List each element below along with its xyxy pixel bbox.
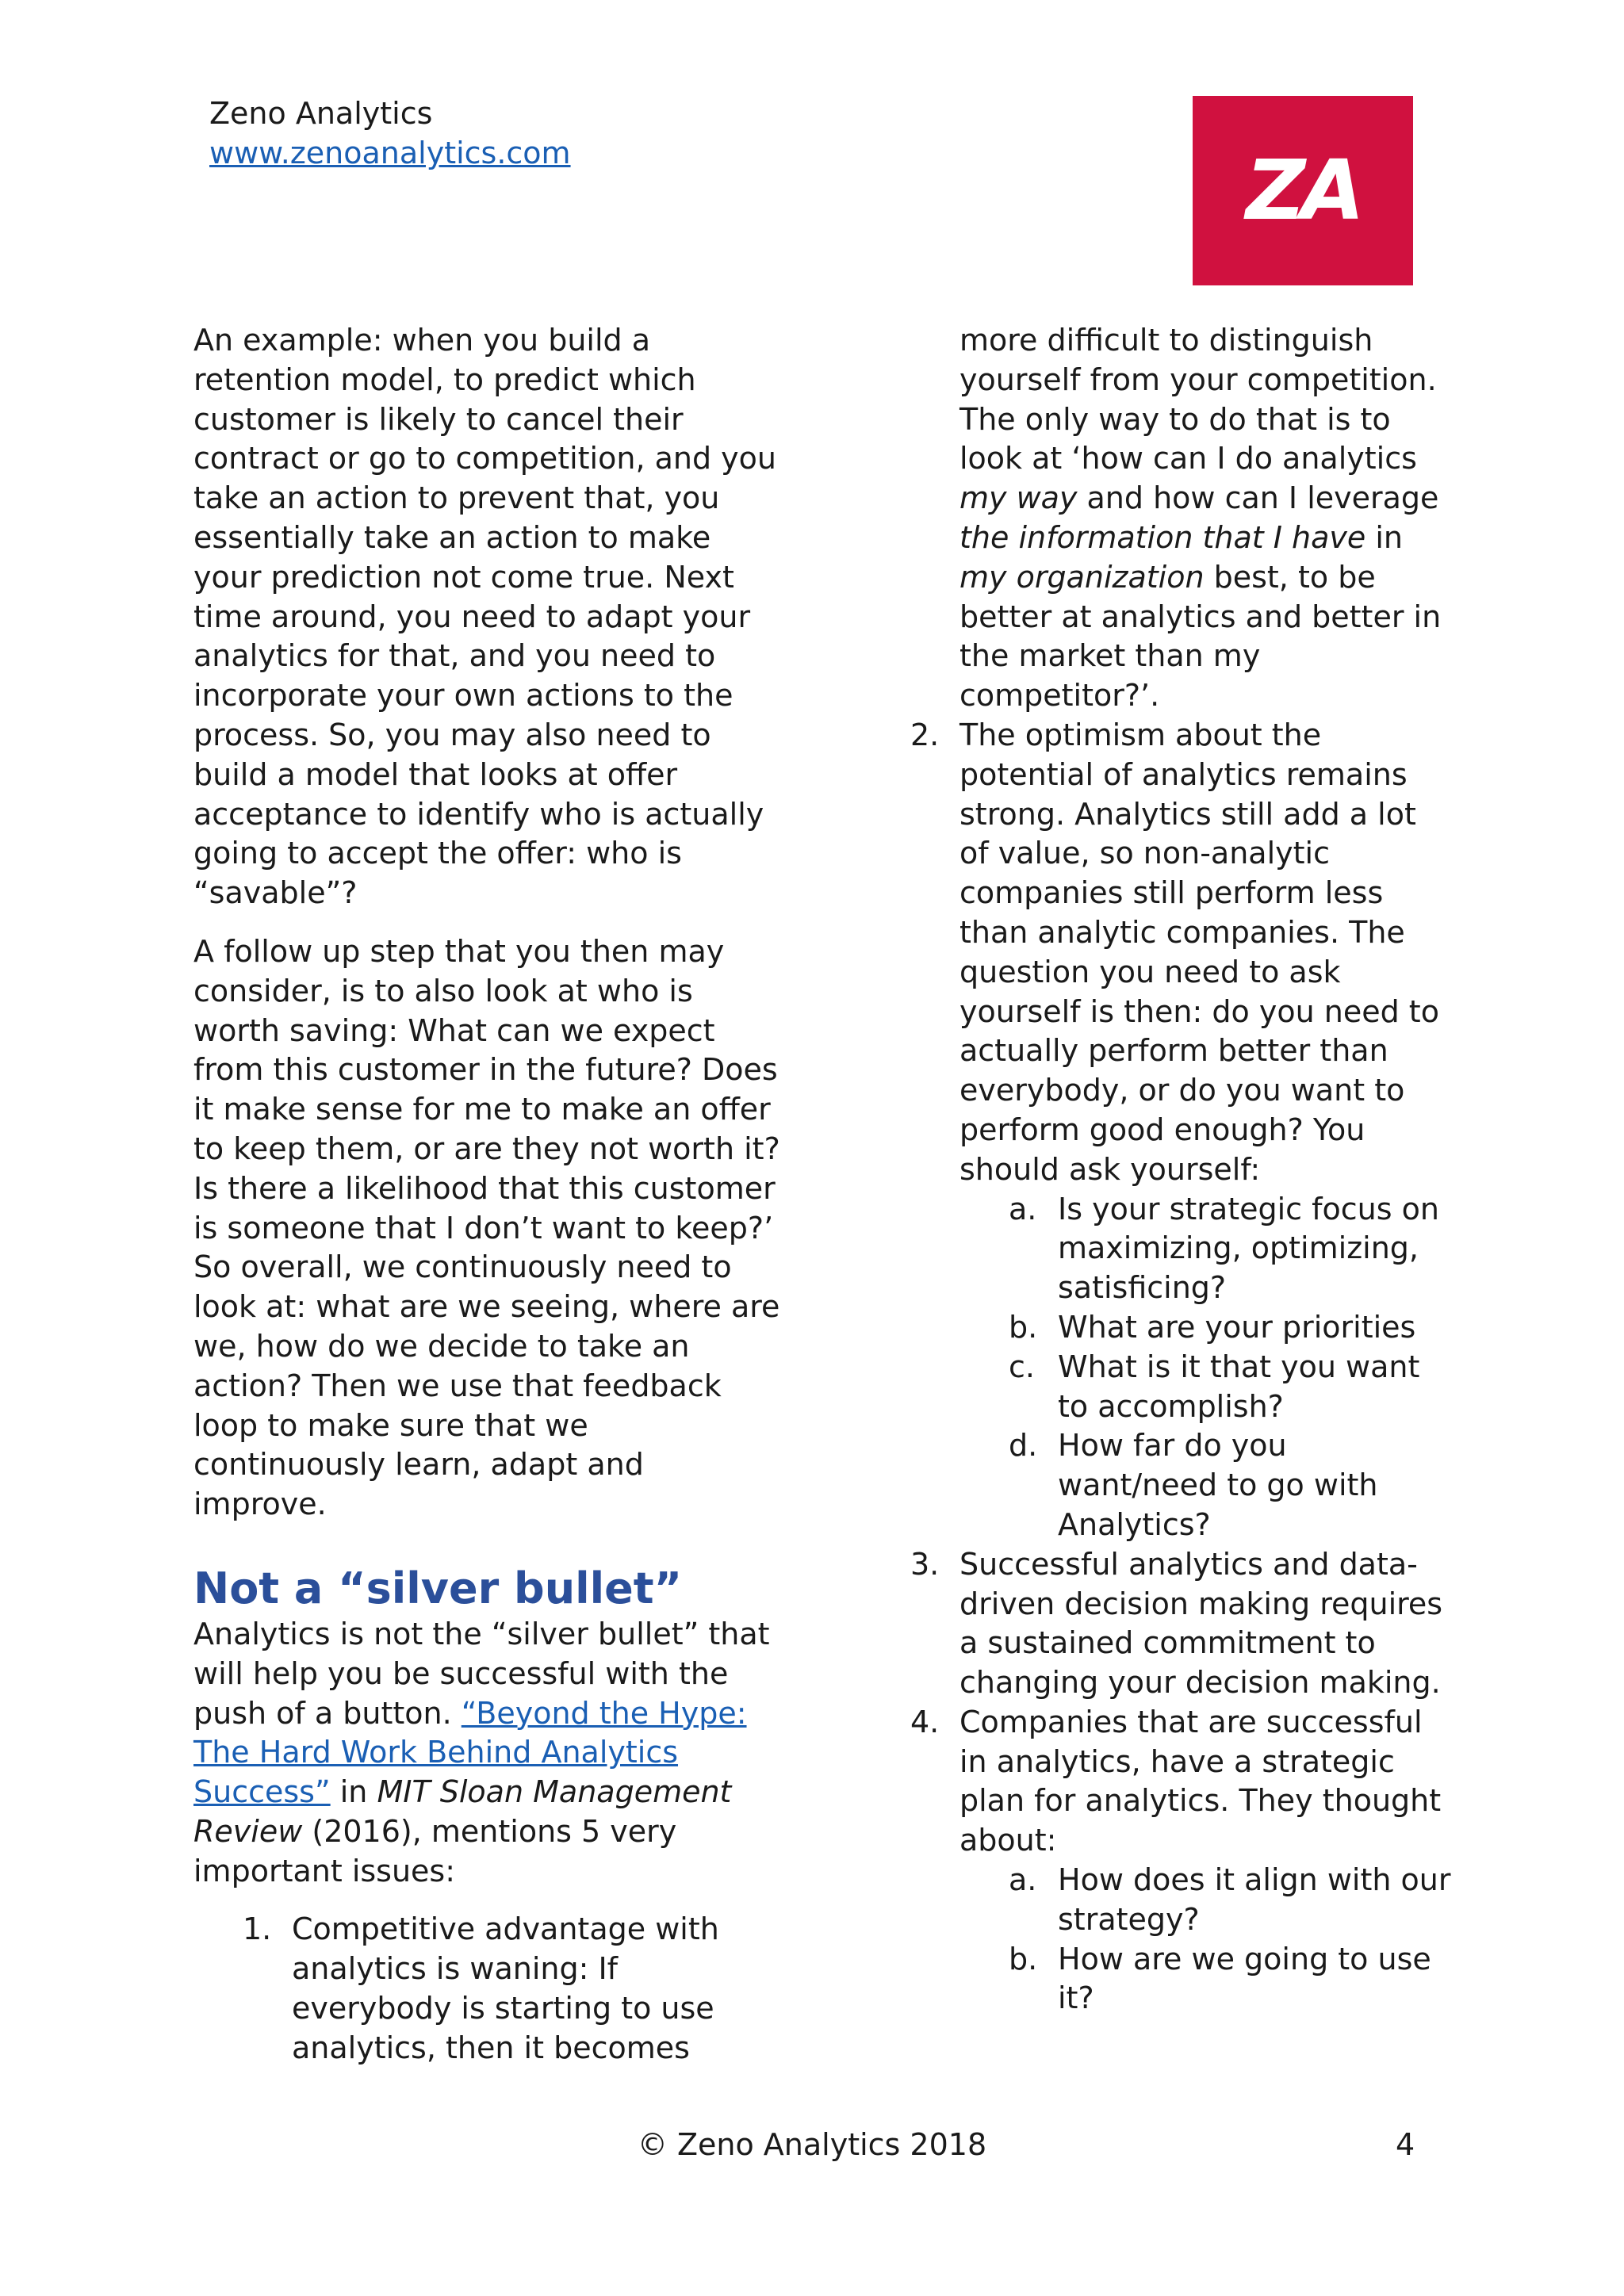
company-logo xyxy=(1193,96,1413,285)
text-span: in xyxy=(330,1774,377,1810)
paragraph-retention-example: An example: when you build a retention model, to predict which customer is likely to cancel their contract or go to competition, and you take an action to prevent that, you essentially take an action to make your prediction not come true. Next time around, you need to adapt your analytics for that, and you need to incorporate your own actions to the process. So, you may also need to build a model that looks at offer acceptance to identify who is actually going to accept the offer: who is “savable”? xyxy=(193,323,776,911)
sub-list xyxy=(1009,1861,1451,2019)
sub-list-text: What are your priorities xyxy=(1058,1309,1416,1345)
list-item xyxy=(910,716,1451,1545)
list-number: 1. xyxy=(243,1911,272,1947)
sub-list-item xyxy=(1009,1861,1451,1940)
sub-list xyxy=(1009,1190,1451,1545)
emphasis-text: the information that I have xyxy=(959,519,1366,555)
sub-list-text: What is it that you want to accomplish? xyxy=(1058,1349,1420,1424)
sub-list-item xyxy=(1009,1940,1451,2019)
section-heading: Not a “silver bullet” xyxy=(193,1563,683,1613)
emphasis-text: my way xyxy=(959,480,1078,516)
sub-list-text: How far do you want/need to go with Analytics? xyxy=(1058,1428,1378,1542)
page-header xyxy=(209,94,571,173)
emphasis-text: my organization xyxy=(959,559,1205,595)
left-column xyxy=(193,321,780,2068)
logo-lettering: ZA xyxy=(1246,142,1360,239)
company-name: Zeno Analytics xyxy=(209,96,433,131)
sub-list-letter: a. xyxy=(1009,1191,1037,1226)
list-item-text: Companies that are successful in analytics, have a strategic plan for analytics. They thought about: xyxy=(959,1704,1442,1858)
list-item-text: Successful analytics and data-driven decision making requires a sustained commitment to changing your decision making. xyxy=(959,1546,1443,1701)
sub-list-text: How are we going to use it? xyxy=(1058,1941,1431,2016)
right-column xyxy=(910,321,1451,2019)
list-item xyxy=(910,1703,1451,2019)
list-item xyxy=(243,1910,780,2068)
text-span: in xyxy=(1365,519,1404,555)
journal-title: MIT Sloan Management Review xyxy=(193,1774,732,1849)
list-number: 3. xyxy=(910,1546,940,1582)
text-span: more difficult to distinguish yourself from your competition. The only way to do that is to look at ‘how can I do analytics xyxy=(959,323,1437,476)
list-number: 4. xyxy=(910,1704,940,1739)
sub-list-text: Is your strategic focus on maximizing, optimizing, satisficing? xyxy=(1058,1191,1439,1306)
text-span: (2016), mentions 5 very important issues: xyxy=(193,1813,677,1888)
sub-list-letter: a. xyxy=(1009,1862,1037,1898)
sub-list-letter: c. xyxy=(1009,1349,1035,1384)
text-span: and how can I leverage xyxy=(1077,480,1439,516)
paragraph-follow-up: A follow up step that you then may consider, is to also look at who is worth saving: What can we expect from this customer in the future? Does it make sense for me to make an offer to keep them, or are they not worth it? Is there a likelihood that this customer is someone that I don’t want to keep?’ So overall, we continuously need to look at: what are we seeing, where are we, how do we decide to take an action? Then we use that feedback loop to make sure that we continuously learn, adapt and improve. xyxy=(193,933,780,1522)
list-item-text: The optimism about the potential of analytics remains strong. Analytics still add a lot of value, so non-analytic companies still perform less than analytic companies. The question you need to ask yourself is then: do you need to actually perform better than everybody, or do you want to perform good enough? You should ask yourself: xyxy=(959,717,1439,1187)
company-website-link[interactable]: www.zenoanalytics.com xyxy=(209,136,571,170)
sub-list-text: How does it align with our strategy? xyxy=(1058,1862,1451,1937)
sub-list-letter: b. xyxy=(1009,1309,1038,1345)
sub-list-item xyxy=(1009,1190,1451,1308)
article-link[interactable]: “Beyond the Hype: The Hard Work Behind Analytics Success” xyxy=(193,1695,747,1810)
issues-list-continued xyxy=(910,716,1451,2019)
text-span: Analytics is not the “silver bullet” that will help you be successful with the push of a button. xyxy=(193,1616,770,1731)
list-item xyxy=(910,1545,1451,1703)
page-number: 4 xyxy=(1396,2127,1415,2162)
list-number: 2. xyxy=(910,717,940,752)
paragraph-silver-bullet xyxy=(193,1615,780,1892)
list-item-text: Competitive advantage with analytics is waning: If everybody is starting to use analytics, then it becomes xyxy=(292,1911,719,2065)
sub-list-item xyxy=(1009,1308,1451,1348)
sub-list-item xyxy=(1009,1348,1451,1427)
sub-list-letter: d. xyxy=(1009,1428,1038,1464)
sub-list-letter: b. xyxy=(1009,1941,1038,1976)
text-span: best, to be better at analytics and better in the market than my competitor?’. xyxy=(959,559,1442,714)
sub-list-item xyxy=(1009,1426,1451,1544)
page-footer: © Zeno Analytics 2018 xyxy=(637,2127,987,2162)
list-item-continuation xyxy=(959,321,1451,716)
issues-list xyxy=(243,1910,780,2068)
